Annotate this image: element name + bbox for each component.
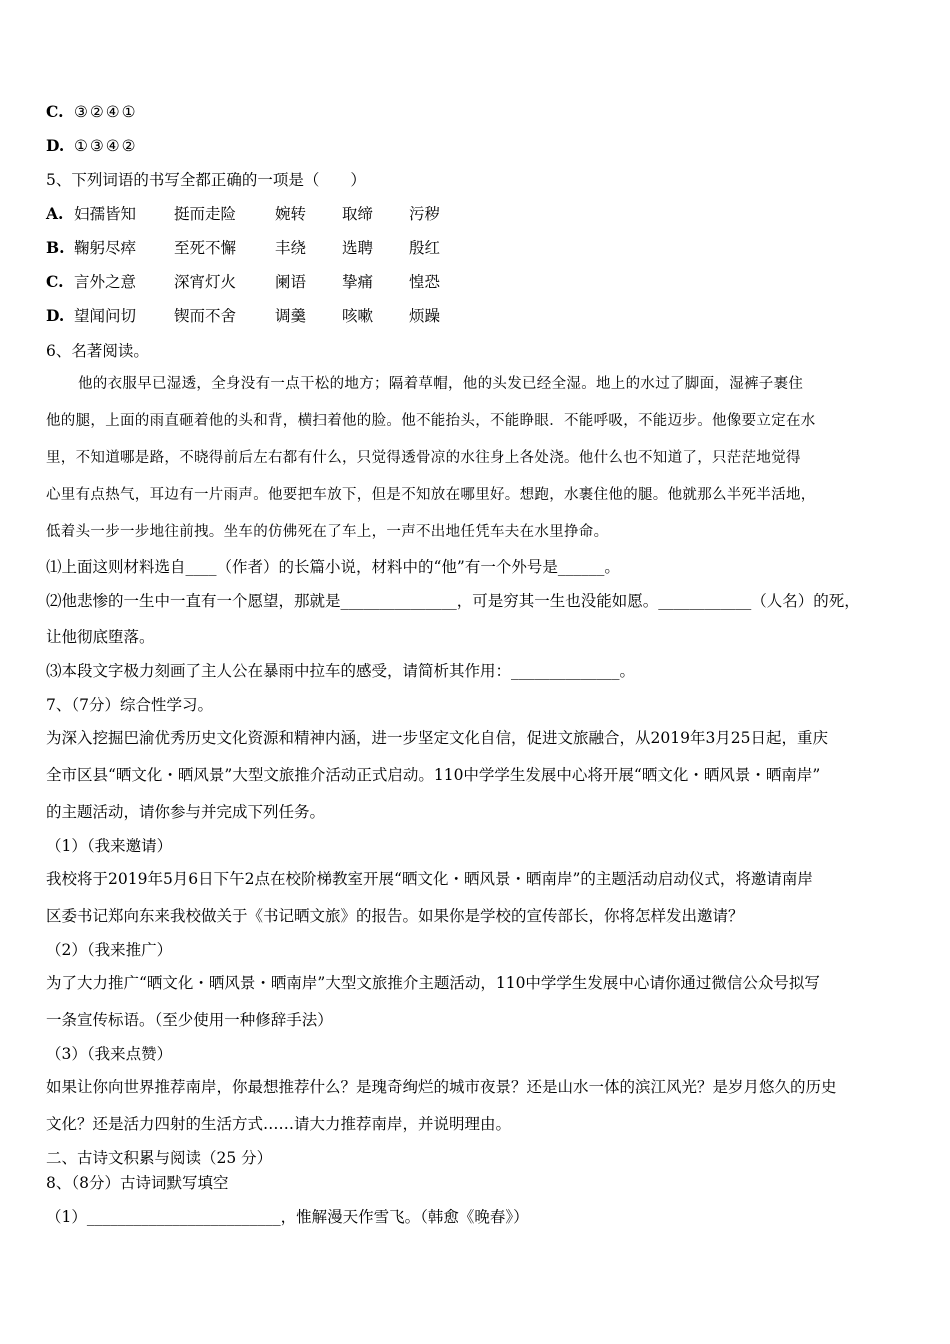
word: 取缔 <box>342 205 374 223</box>
q7-task1-title: （1）（我来邀请） <box>46 837 173 855</box>
q5-option-d <box>46 305 904 327</box>
passage-line: 心里有点热气，耳边有一片雨声。他要把车放下，但是不知放在哪里好。想跑，水裹住他的腿。他就那么半死半活地， <box>46 487 816 503</box>
passage-line: 低着头一步一步地往前拽。坐车的仿佛死在了车上，一声不出地任凭车夫在水里挣命。 <box>46 524 609 540</box>
q7-task3-line: 如果让你向世界推荐南岸，你最想推荐什么？是瑰奇绚烂的城市夜景？还是山水一体的滨江风光？是岁月悠久的历史 <box>46 1078 837 1096</box>
q5-option-a <box>46 203 904 225</box>
word: 咳嗽 <box>342 307 374 325</box>
passage-line: 里，不知道哪是路，不晓得前后左右都有什么，只觉得透骨凉的水往身上各处浇。他什么也不知道了，只茫茫地觉得 <box>46 450 801 466</box>
q5-option-b <box>46 237 904 259</box>
q4-option-c <box>46 101 904 123</box>
option-label: A. <box>46 204 64 223</box>
word: 婉转 <box>275 205 307 223</box>
q7-intro-line: 为深入挖掘巴渝优秀历史文化资源和精神内涵，进一步坚定文化自信，促进文旅融合，从2019年3月25日起，重庆 <box>46 729 829 747</box>
word: 深宵灯火 <box>174 273 237 291</box>
q6-sub2-line2: 让他彻底堕落。 <box>46 628 155 646</box>
q8-stem: 8、（8分）古诗词默写填空 <box>46 1174 229 1192</box>
q4-option-d <box>46 135 904 157</box>
passage-line: 他的腿，上面的雨直砸着他的头和背，横扫着他的脸。他不能抬头，不能睁眼．不能呼吸，不能迈步。他像要立定在水 <box>46 413 816 429</box>
word: 阑语 <box>275 273 307 291</box>
q7-task2-line: 为了大力推广“晒文化・晒风景・晒南岸”大型文旅推介主题活动，110中学学生发展中心请你通过微信公众号拟写 <box>46 974 820 992</box>
passage-line: 他的衣服早已湿透，全身没有一点干松的地方；隔着草帽，他的头发已经全湿。地上的水过了脚面，湿裤子裹住 <box>78 376 804 392</box>
word: 锲而不舍 <box>174 307 237 325</box>
q7-task1-line: 我校将于2019年5月6日下午2点在校阶梯教室开展“晒文化・晒风景・晒南岸”的主题活动启动仪式，将邀请南岸 <box>46 870 813 888</box>
word: 挚痛 <box>342 273 374 291</box>
word: 丰绕 <box>275 239 307 257</box>
q8-sub1: （1）_________________________，惟解漫天作雪飞。（韩愈《晚春》） <box>46 1208 529 1226</box>
word: 望闻问切 <box>74 307 137 325</box>
option-text: ①③④② <box>74 137 138 155</box>
q5-stem: 5、下列词语的书写全都正确的一项是（ ） <box>46 171 366 189</box>
q7-intro-line: 的主题活动，请你参与并完成下列任务。 <box>46 803 326 821</box>
word: 污秽 <box>409 205 441 223</box>
word: 妇孺皆知 <box>74 205 137 223</box>
q7-task2-line: 一条宣传标语。（至少使用一种修辞手法） <box>46 1011 333 1029</box>
word: 惶恐 <box>409 273 441 291</box>
option-label: D. <box>46 136 65 155</box>
word: 殷红 <box>409 239 441 257</box>
q5-option-c <box>46 271 904 293</box>
section-title: 二、古诗文积累与阅读（25 分） <box>46 1149 273 1167</box>
q6-stem: 6、名著阅读。 <box>46 342 149 360</box>
word: 至死不懈 <box>174 239 237 257</box>
word: 鞠躬尽瘁 <box>74 239 137 257</box>
q6-sub3: ⑶本段文字极力刻画了主人公在暴雨中拉车的感受，请简析其作用：______________。 <box>46 662 636 680</box>
q7-intro-line: 全市区县“晒文化・晒风景”大型文旅推介活动正式启动。110中学学生发展中心将开展“晒文化・晒风景・晒南岸” <box>46 766 821 784</box>
q6-sub1: ⑴上面这则材料选自____（作者）的长篇小说，材料中的“他”有一个外号是______。 <box>46 558 620 576</box>
option-text: ③②④① <box>74 103 138 121</box>
word: 挺而走险 <box>174 205 237 223</box>
word: 调羹 <box>275 307 307 325</box>
word: 烦躁 <box>409 307 441 325</box>
word: 言外之意 <box>74 273 137 291</box>
q6-sub2-line1: ⑵他悲惨的一生中一直有一个愿望，那就是_______________，可是穷其一生也没能如愿。____________（人名）的死， <box>46 592 860 610</box>
q7-task2-title: （2）（我来推广） <box>46 941 173 959</box>
option-label: B. <box>46 238 65 257</box>
option-label: C. <box>46 102 64 121</box>
q7-task1-line: 区委书记郑向东来我校做关于《书记晒文旅》的报告。如果你是学校的宣传部长，你将怎样发出邀请？ <box>46 907 744 925</box>
word: 选聘 <box>342 239 374 257</box>
q7-task3-line: 文化？还是活力四射的生活方式……请大力推荐南岸，并说明理由。 <box>46 1115 512 1133</box>
option-label: C. <box>46 272 64 291</box>
q7-task3-title: （3）（我来点赞） <box>46 1045 173 1063</box>
option-label: D. <box>46 306 65 325</box>
q7-stem: 7、（7分）综合性学习。 <box>46 696 213 714</box>
